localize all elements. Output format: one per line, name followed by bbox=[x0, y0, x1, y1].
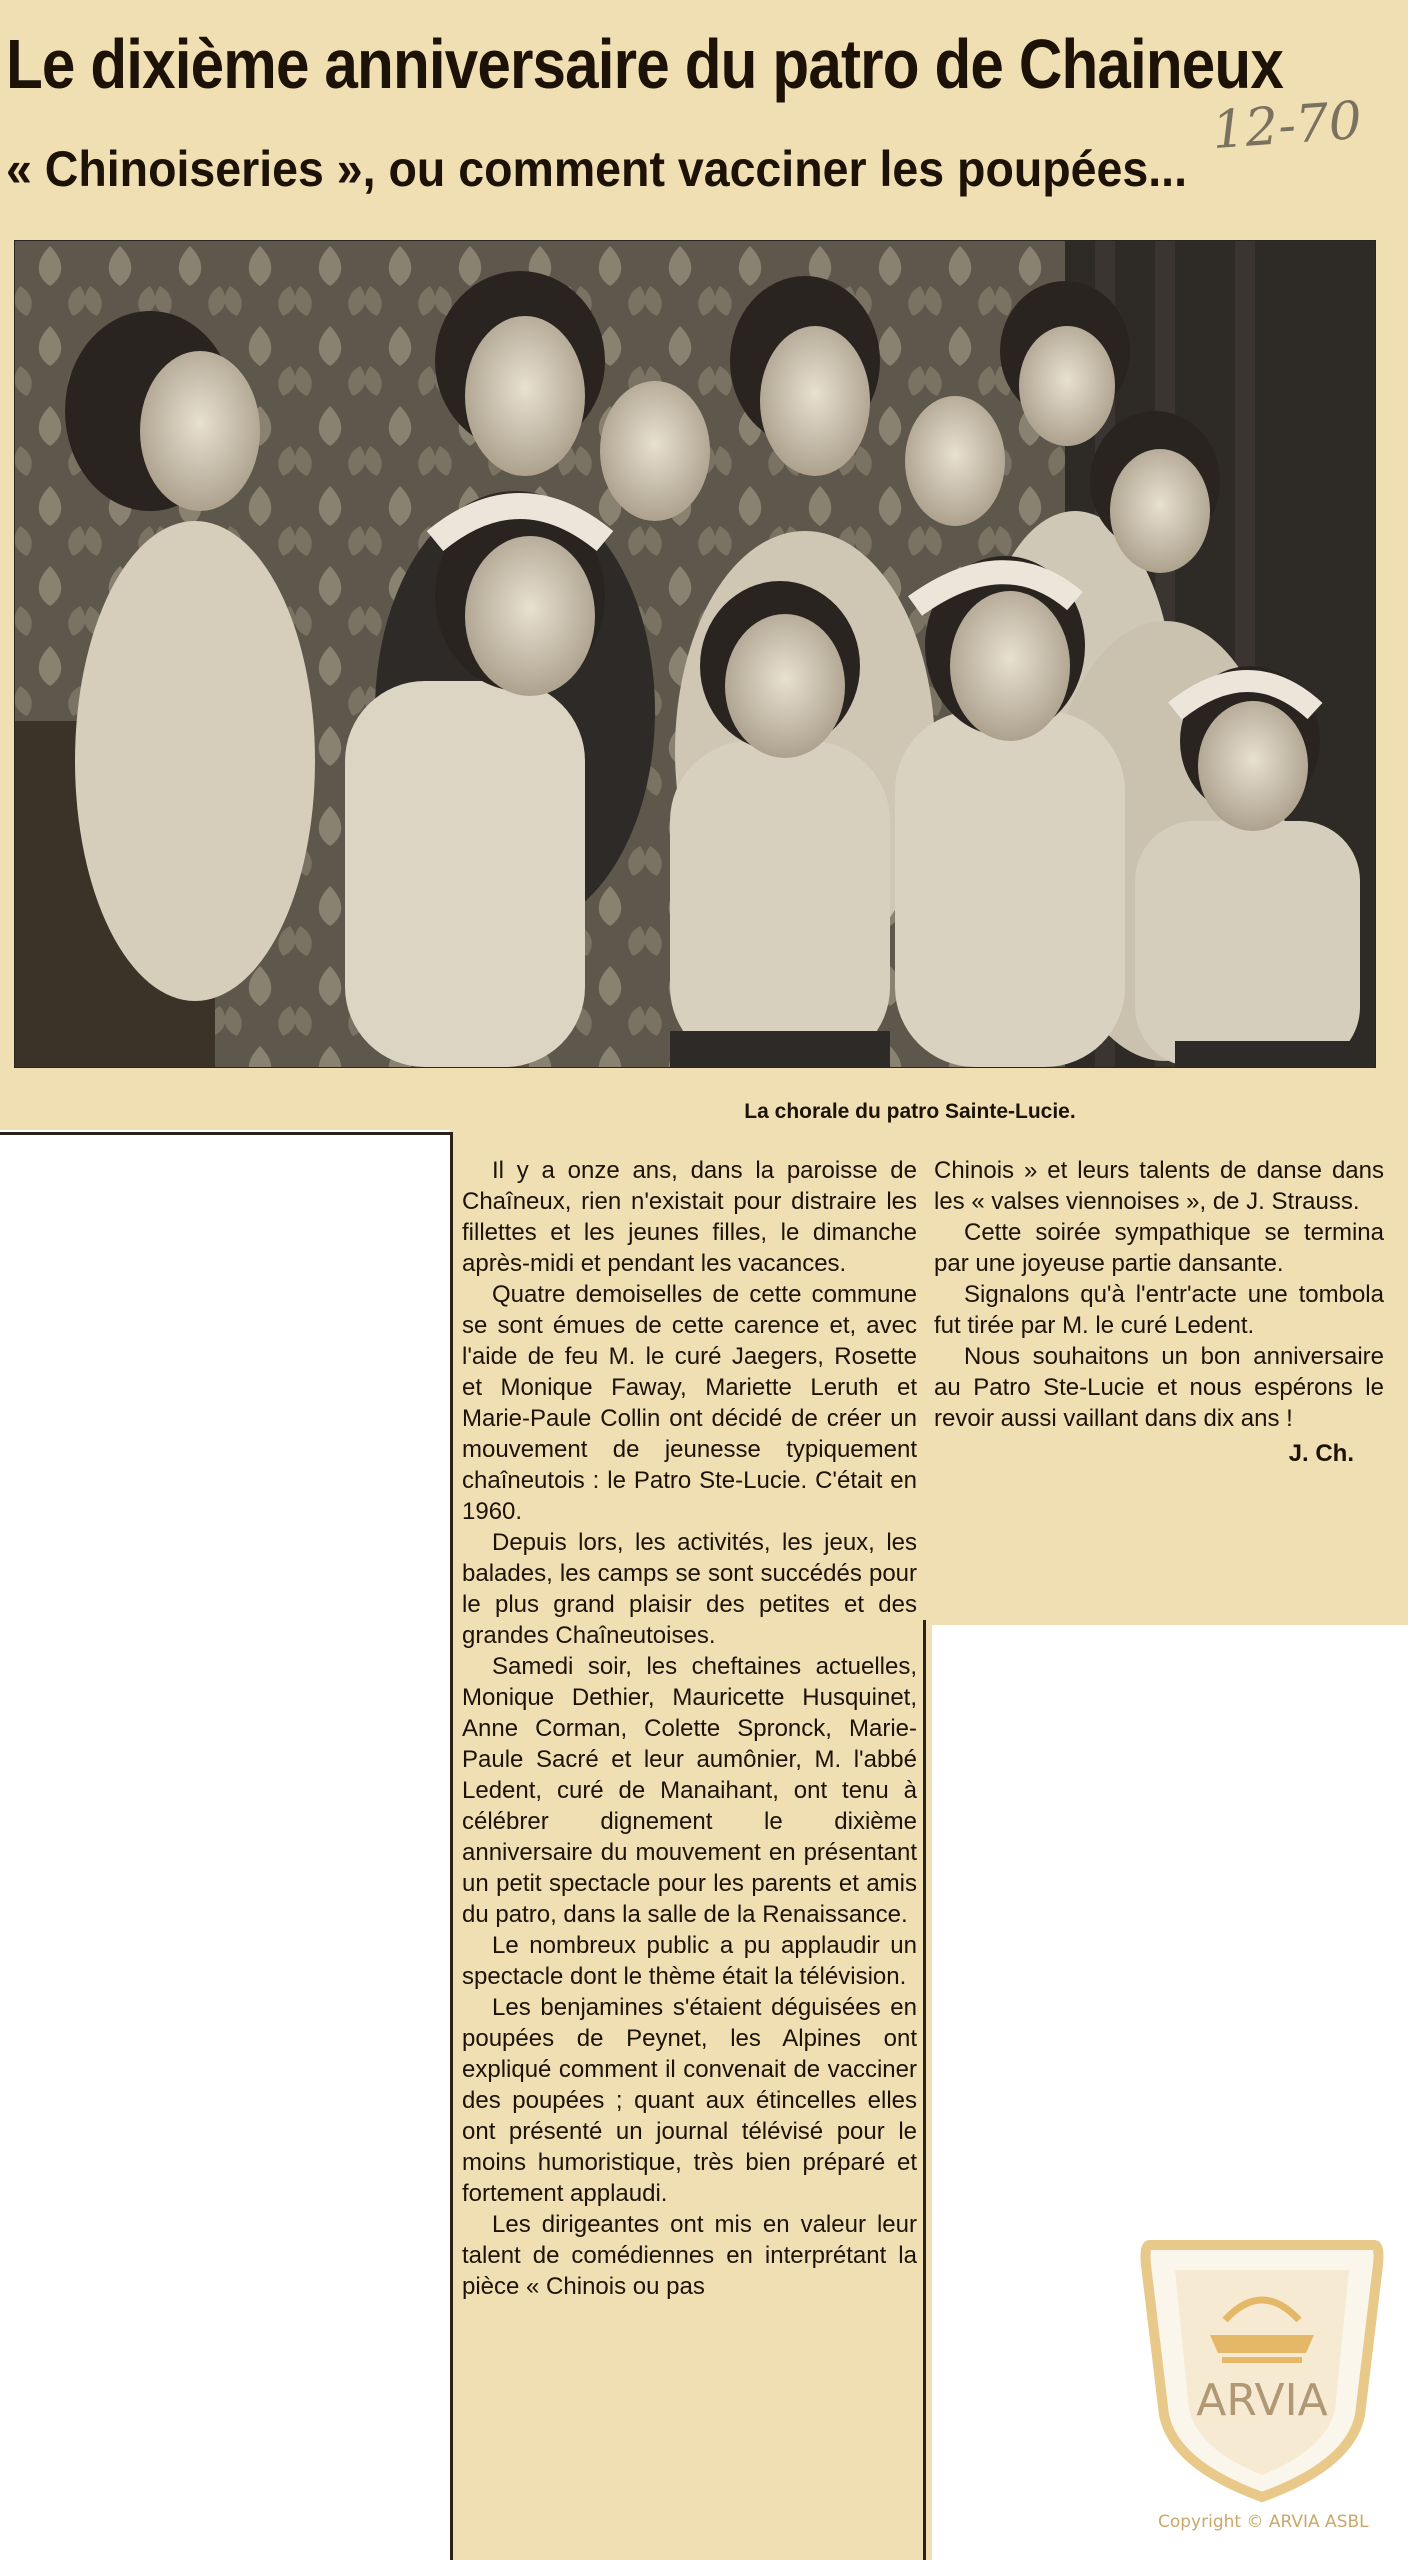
subheadline: « Chinoiseries », ou comment vacciner les poupées... bbox=[6, 141, 1188, 197]
paragraph: Les benjamines s'étaient déguisées en poupées de Peynet, les Alpines ont expliqué comment il convenait de vacciner des poupées ; quant aux étincelles elles ont présenté un journal télévisé pour le moins humoristique, très bien préparé et fortement applaudi. bbox=[462, 1994, 917, 2207]
choir-photo bbox=[14, 240, 1376, 1068]
arvia-logo bbox=[1130, 2225, 1394, 2505]
logo-text: ARVIA bbox=[1196, 2375, 1328, 2426]
paragraph: Chinois » et leurs talents de danse dans les « valses viennoises », de J. Strauss. bbox=[934, 1157, 1384, 1215]
paragraph: Les dirigeantes ont mis en valeur leur talent de comédiennes en interprétant la pièce « Chinois ou pas bbox=[462, 2211, 917, 2300]
article-column-1 bbox=[462, 1155, 917, 2302]
paragraph: Quatre demoiselles de cette commune se sont émues de cette carence et, avec l'aide de feu M. le curé Jaegers, Rosette et Monique Faway, Mariette Leruth et Marie-Paule Collin ont décidé de créer un mouvement de jeunesse typiquement chaîneutois : le Patro Ste-Lucie. C'était en 1960. bbox=[462, 1281, 917, 1525]
paragraph: Nous souhaitons un bon anniversaire au Patro Ste-Lucie et nous espérons le revoir aussi vaillant dans dix ans ! bbox=[934, 1343, 1384, 1432]
paragraph: Il y a onze ans, dans la paroisse de Chaîneux, rien n'existait pour distraire les fillettes et les jeunes filles, le dimanche après-midi et pendant les vacances. bbox=[462, 1157, 917, 1277]
headline: Le dixième anniversaire du patro de Chaineux bbox=[6, 25, 1283, 103]
paragraph: Signalons qu'à l'entr'acte une tombola fut tirée par M. le curé Ledent. bbox=[934, 1281, 1384, 1339]
copyright-notice: Copyright © ARVIA ASBL bbox=[1158, 2512, 1369, 2532]
paragraph: Samedi soir, les cheftaines actuelles, Monique Dethier, Mauricette Husquinet, Anne Corman, Colette Spronck, Marie-Paule Sacré et leur aumônier, M. l'abbé Ledent, curé de Manaihant, ont tenu à célébrer dignement le dixième anniversaire du mouvement en présentant un petit spectacle pour les parents et amis du patro, dans la salle de la Renaissance. bbox=[462, 1653, 917, 1928]
article-column-2 bbox=[934, 1155, 1384, 1469]
column-rule-vertical bbox=[450, 1132, 453, 2560]
photo-caption: La chorale du patro Sainte-Lucie. bbox=[744, 1100, 1076, 1123]
paragraph: Depuis lors, les activités, les jeux, les balades, les camps se sont succédés pour le plus grand plaisir des petites et des grandes Chaîneutoises. bbox=[462, 1529, 917, 1649]
blank-area-left bbox=[0, 1130, 450, 2560]
author-signature: J. Ch. bbox=[1288, 1440, 1354, 1467]
paragraph: Cette soirée sympathique se termina par une joyeuse partie dansante. bbox=[934, 1219, 1384, 1277]
choir-photo-image bbox=[15, 241, 1375, 1067]
paragraph: Le nombreux public a pu applaudir un spectacle dont le thème était la télévision. bbox=[462, 1932, 917, 1990]
column-rule-horizontal bbox=[0, 1132, 452, 1135]
column-rule-vertical-2 bbox=[923, 1620, 926, 2560]
handwritten-date-note: 12-70 bbox=[1210, 90, 1364, 162]
